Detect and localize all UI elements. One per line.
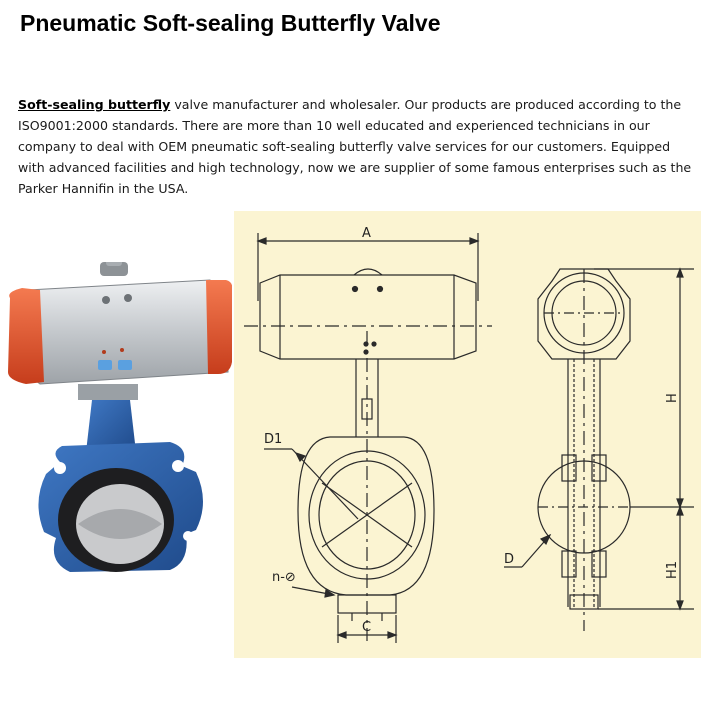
valve-side-view — [538, 269, 630, 631]
actuator-front-view — [244, 269, 492, 359]
dimension-h1 — [665, 507, 683, 609]
valve-body-front — [298, 437, 434, 621]
dimension-label-h: H — [665, 393, 680, 403]
dimension-label-n: n-⊘ — [272, 570, 296, 585]
dimension-label-d1: D1 — [264, 432, 283, 447]
dimension-h — [594, 269, 694, 609]
dimension-d — [504, 535, 550, 567]
valve-product-photo — [0, 262, 232, 592]
actuator-right-cap — [206, 280, 232, 374]
intro-body-text: valve manufacturer and wholesaler. Our products are produced according to the ISO9001:2000 standards. There are more than 10 well educated and experienced technicians in our company to deal with OEM pneumatic soft-sealing butterfly valve services for our customers. Equipped with advanced facilities and high technology, now we are supplier of some famous enterprises such as the Parker Hannifin in the USA. — [18, 97, 692, 196]
dimension-d1 — [264, 432, 358, 519]
intro-paragraph — [18, 94, 700, 199]
actuator-left-cap — [8, 288, 44, 384]
dimension-label-h1: H1 — [665, 560, 680, 579]
dimension-label-c: C — [362, 620, 372, 635]
dimension-label-d: D — [504, 552, 515, 567]
page-title: Pneumatic Soft-sealing Butterfly Valve — [20, 10, 441, 36]
soft-sealing-butterfly-link[interactable]: Soft-sealing butterfly — [18, 97, 171, 112]
dimension-n-holes — [272, 570, 334, 597]
technical-drawing — [234, 211, 701, 658]
dimension-a — [258, 226, 478, 301]
dimension-label-a: A — [362, 226, 371, 241]
